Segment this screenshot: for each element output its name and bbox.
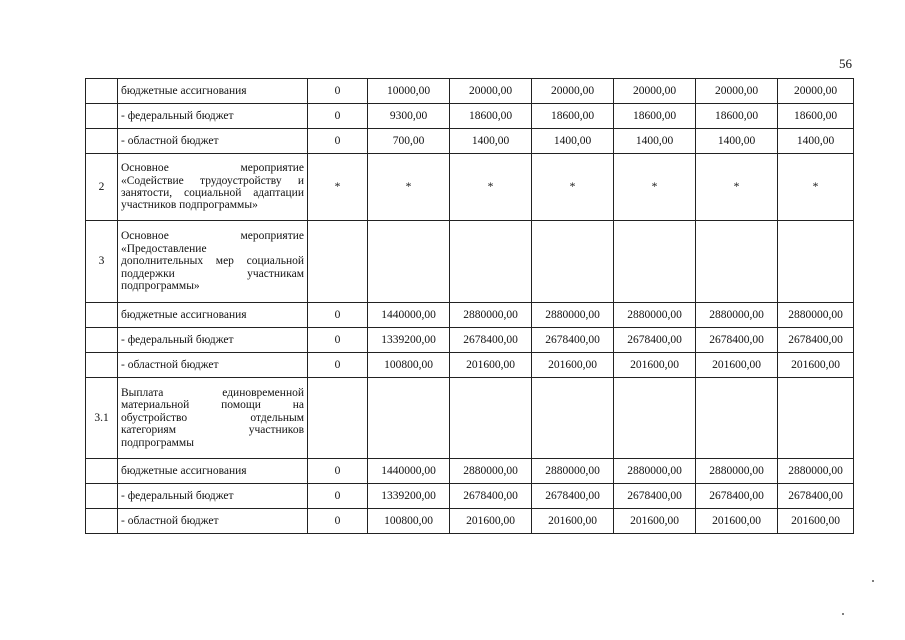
description-line: подпрограммы» — [121, 280, 200, 293]
row-number — [86, 303, 118, 328]
value-cell — [450, 378, 532, 459]
value-cell: 201600,00 — [696, 353, 778, 378]
value-cell — [532, 221, 614, 303]
description-line: занятости, социальной адаптации — [121, 187, 304, 199]
value-cell: 2678400,00 — [696, 484, 778, 509]
row-number — [86, 328, 118, 353]
page-number: 56 — [839, 56, 852, 71]
value-cell: * — [614, 154, 696, 221]
value-cell: 9300,00 — [368, 104, 450, 129]
row-number — [86, 353, 118, 378]
description-line: подпрограммы — [121, 436, 194, 449]
value-cell — [614, 221, 696, 303]
value-cell: 1339200,00 — [368, 484, 450, 509]
value-cell: * — [778, 154, 854, 221]
value-cell: 20000,00 — [450, 79, 532, 104]
value-cell: 2678400,00 — [450, 328, 532, 353]
row-number — [86, 484, 118, 509]
value-cell: 1400,00 — [696, 129, 778, 154]
value-cell — [532, 378, 614, 459]
row-number — [86, 459, 118, 484]
value-cell: 0 — [308, 353, 368, 378]
value-cell: 2678400,00 — [696, 328, 778, 353]
value-cell: 201600,00 — [450, 509, 532, 534]
budget-table — [85, 78, 854, 534]
value-cell: * — [532, 154, 614, 221]
value-cell — [696, 378, 778, 459]
table-row — [86, 303, 854, 328]
row-number: 3.1 — [86, 378, 118, 459]
description-line: Основное мероприятие — [121, 230, 304, 243]
value-cell: * — [368, 154, 450, 221]
value-cell: 2880000,00 — [450, 303, 532, 328]
table-row — [86, 353, 854, 378]
value-cell: 201600,00 — [614, 509, 696, 534]
value-cell: 100800,00 — [368, 509, 450, 534]
value-cell: 2678400,00 — [532, 484, 614, 509]
value-cell: 1400,00 — [614, 129, 696, 154]
value-cell: 2678400,00 — [450, 484, 532, 509]
description-line: участников подпрограммы» — [121, 199, 258, 212]
row-label: - областной бюджет — [118, 509, 308, 534]
value-cell: 100800,00 — [368, 353, 450, 378]
description-line: дополнительных мер социальной — [121, 255, 304, 268]
value-cell: 2880000,00 — [778, 459, 854, 484]
value-cell: 201600,00 — [532, 353, 614, 378]
table-row — [86, 509, 854, 534]
row-description — [118, 378, 308, 459]
row-label: бюджетные ассигнования — [118, 303, 308, 328]
value-cell: 201600,00 — [532, 509, 614, 534]
row-label: - федеральный бюджет — [118, 328, 308, 353]
table-row — [86, 129, 854, 154]
description-line: Основное мероприятие — [121, 162, 304, 175]
value-cell: 0 — [308, 484, 368, 509]
row-label: - федеральный бюджет — [118, 104, 308, 129]
row-label: бюджетные ассигнования — [118, 459, 308, 484]
description-line: «Предоставление — [121, 242, 207, 255]
row-label: - областной бюджет — [118, 129, 308, 154]
value-cell: 20000,00 — [614, 79, 696, 104]
value-cell — [614, 378, 696, 459]
table-row — [86, 221, 854, 303]
value-cell: 2678400,00 — [614, 484, 696, 509]
value-cell: 0 — [308, 303, 368, 328]
value-cell: 20000,00 — [696, 79, 778, 104]
value-cell: 2880000,00 — [532, 303, 614, 328]
value-cell: 201600,00 — [450, 353, 532, 378]
value-cell: 201600,00 — [696, 509, 778, 534]
description-line: «Содействие трудоустройству и — [121, 174, 304, 187]
value-cell: * — [308, 154, 368, 221]
value-cell: 2880000,00 — [696, 459, 778, 484]
table-row — [86, 459, 854, 484]
value-cell: 18600,00 — [696, 104, 778, 129]
row-label: бюджетные ассигнования — [118, 79, 308, 104]
value-cell: 18600,00 — [532, 104, 614, 129]
value-cell: 2880000,00 — [778, 303, 854, 328]
value-cell: 1440000,00 — [368, 303, 450, 328]
value-cell: 0 — [308, 509, 368, 534]
value-cell: 20000,00 — [532, 79, 614, 104]
value-cell: 2880000,00 — [696, 303, 778, 328]
value-cell: 18600,00 — [450, 104, 532, 129]
value-cell — [450, 221, 532, 303]
value-cell: 2880000,00 — [614, 303, 696, 328]
table-row — [86, 79, 854, 104]
row-description — [118, 154, 308, 221]
value-cell: 2678400,00 — [778, 484, 854, 509]
description-line: Выплата единовременной — [121, 386, 304, 399]
table-row — [86, 378, 854, 459]
value-cell: 2678400,00 — [532, 328, 614, 353]
value-cell: 18600,00 — [778, 104, 854, 129]
value-cell: 20000,00 — [778, 79, 854, 104]
value-cell — [368, 378, 450, 459]
value-cell: 10000,00 — [368, 79, 450, 104]
value-cell: 0 — [308, 459, 368, 484]
value-cell: 2880000,00 — [450, 459, 532, 484]
table-row — [86, 328, 854, 353]
value-cell — [696, 221, 778, 303]
table-row — [86, 484, 854, 509]
value-cell: 2678400,00 — [614, 328, 696, 353]
value-cell: 18600,00 — [614, 104, 696, 129]
table-row — [86, 154, 854, 221]
scan-speck — [872, 580, 874, 582]
value-cell: 0 — [308, 129, 368, 154]
value-cell: * — [696, 154, 778, 221]
value-cell: 1440000,00 — [368, 459, 450, 484]
row-number — [86, 104, 118, 129]
value-cell: 0 — [308, 79, 368, 104]
value-cell: 1400,00 — [778, 129, 854, 154]
value-cell: 2880000,00 — [532, 459, 614, 484]
value-cell: 201600,00 — [614, 353, 696, 378]
description-line: категориям участников — [121, 424, 304, 437]
scan-speck — [842, 613, 844, 615]
value-cell — [778, 378, 854, 459]
row-number — [86, 79, 118, 104]
value-cell — [308, 378, 368, 459]
value-cell: 0 — [308, 104, 368, 129]
row-number: 2 — [86, 154, 118, 221]
description-line: материальной помощи на — [121, 399, 304, 412]
row-number: 3 — [86, 221, 118, 303]
value-cell: 1339200,00 — [368, 328, 450, 353]
table-row — [86, 104, 854, 129]
value-cell: 201600,00 — [778, 353, 854, 378]
value-cell: 1400,00 — [450, 129, 532, 154]
value-cell — [308, 221, 368, 303]
value-cell: 1400,00 — [532, 129, 614, 154]
description-line: обустройство отдельным — [121, 411, 304, 424]
description-line: поддержки участникам — [121, 267, 304, 280]
value-cell: 0 — [308, 328, 368, 353]
row-label: - федеральный бюджет — [118, 484, 308, 509]
value-cell: 2880000,00 — [614, 459, 696, 484]
row-number — [86, 129, 118, 154]
value-cell: * — [450, 154, 532, 221]
value-cell — [368, 221, 450, 303]
row-label: - областной бюджет — [118, 353, 308, 378]
value-cell: 201600,00 — [778, 509, 854, 534]
row-number — [86, 509, 118, 534]
value-cell: 2678400,00 — [778, 328, 854, 353]
row-description — [118, 221, 308, 303]
value-cell: 700,00 — [368, 129, 450, 154]
value-cell — [778, 221, 854, 303]
